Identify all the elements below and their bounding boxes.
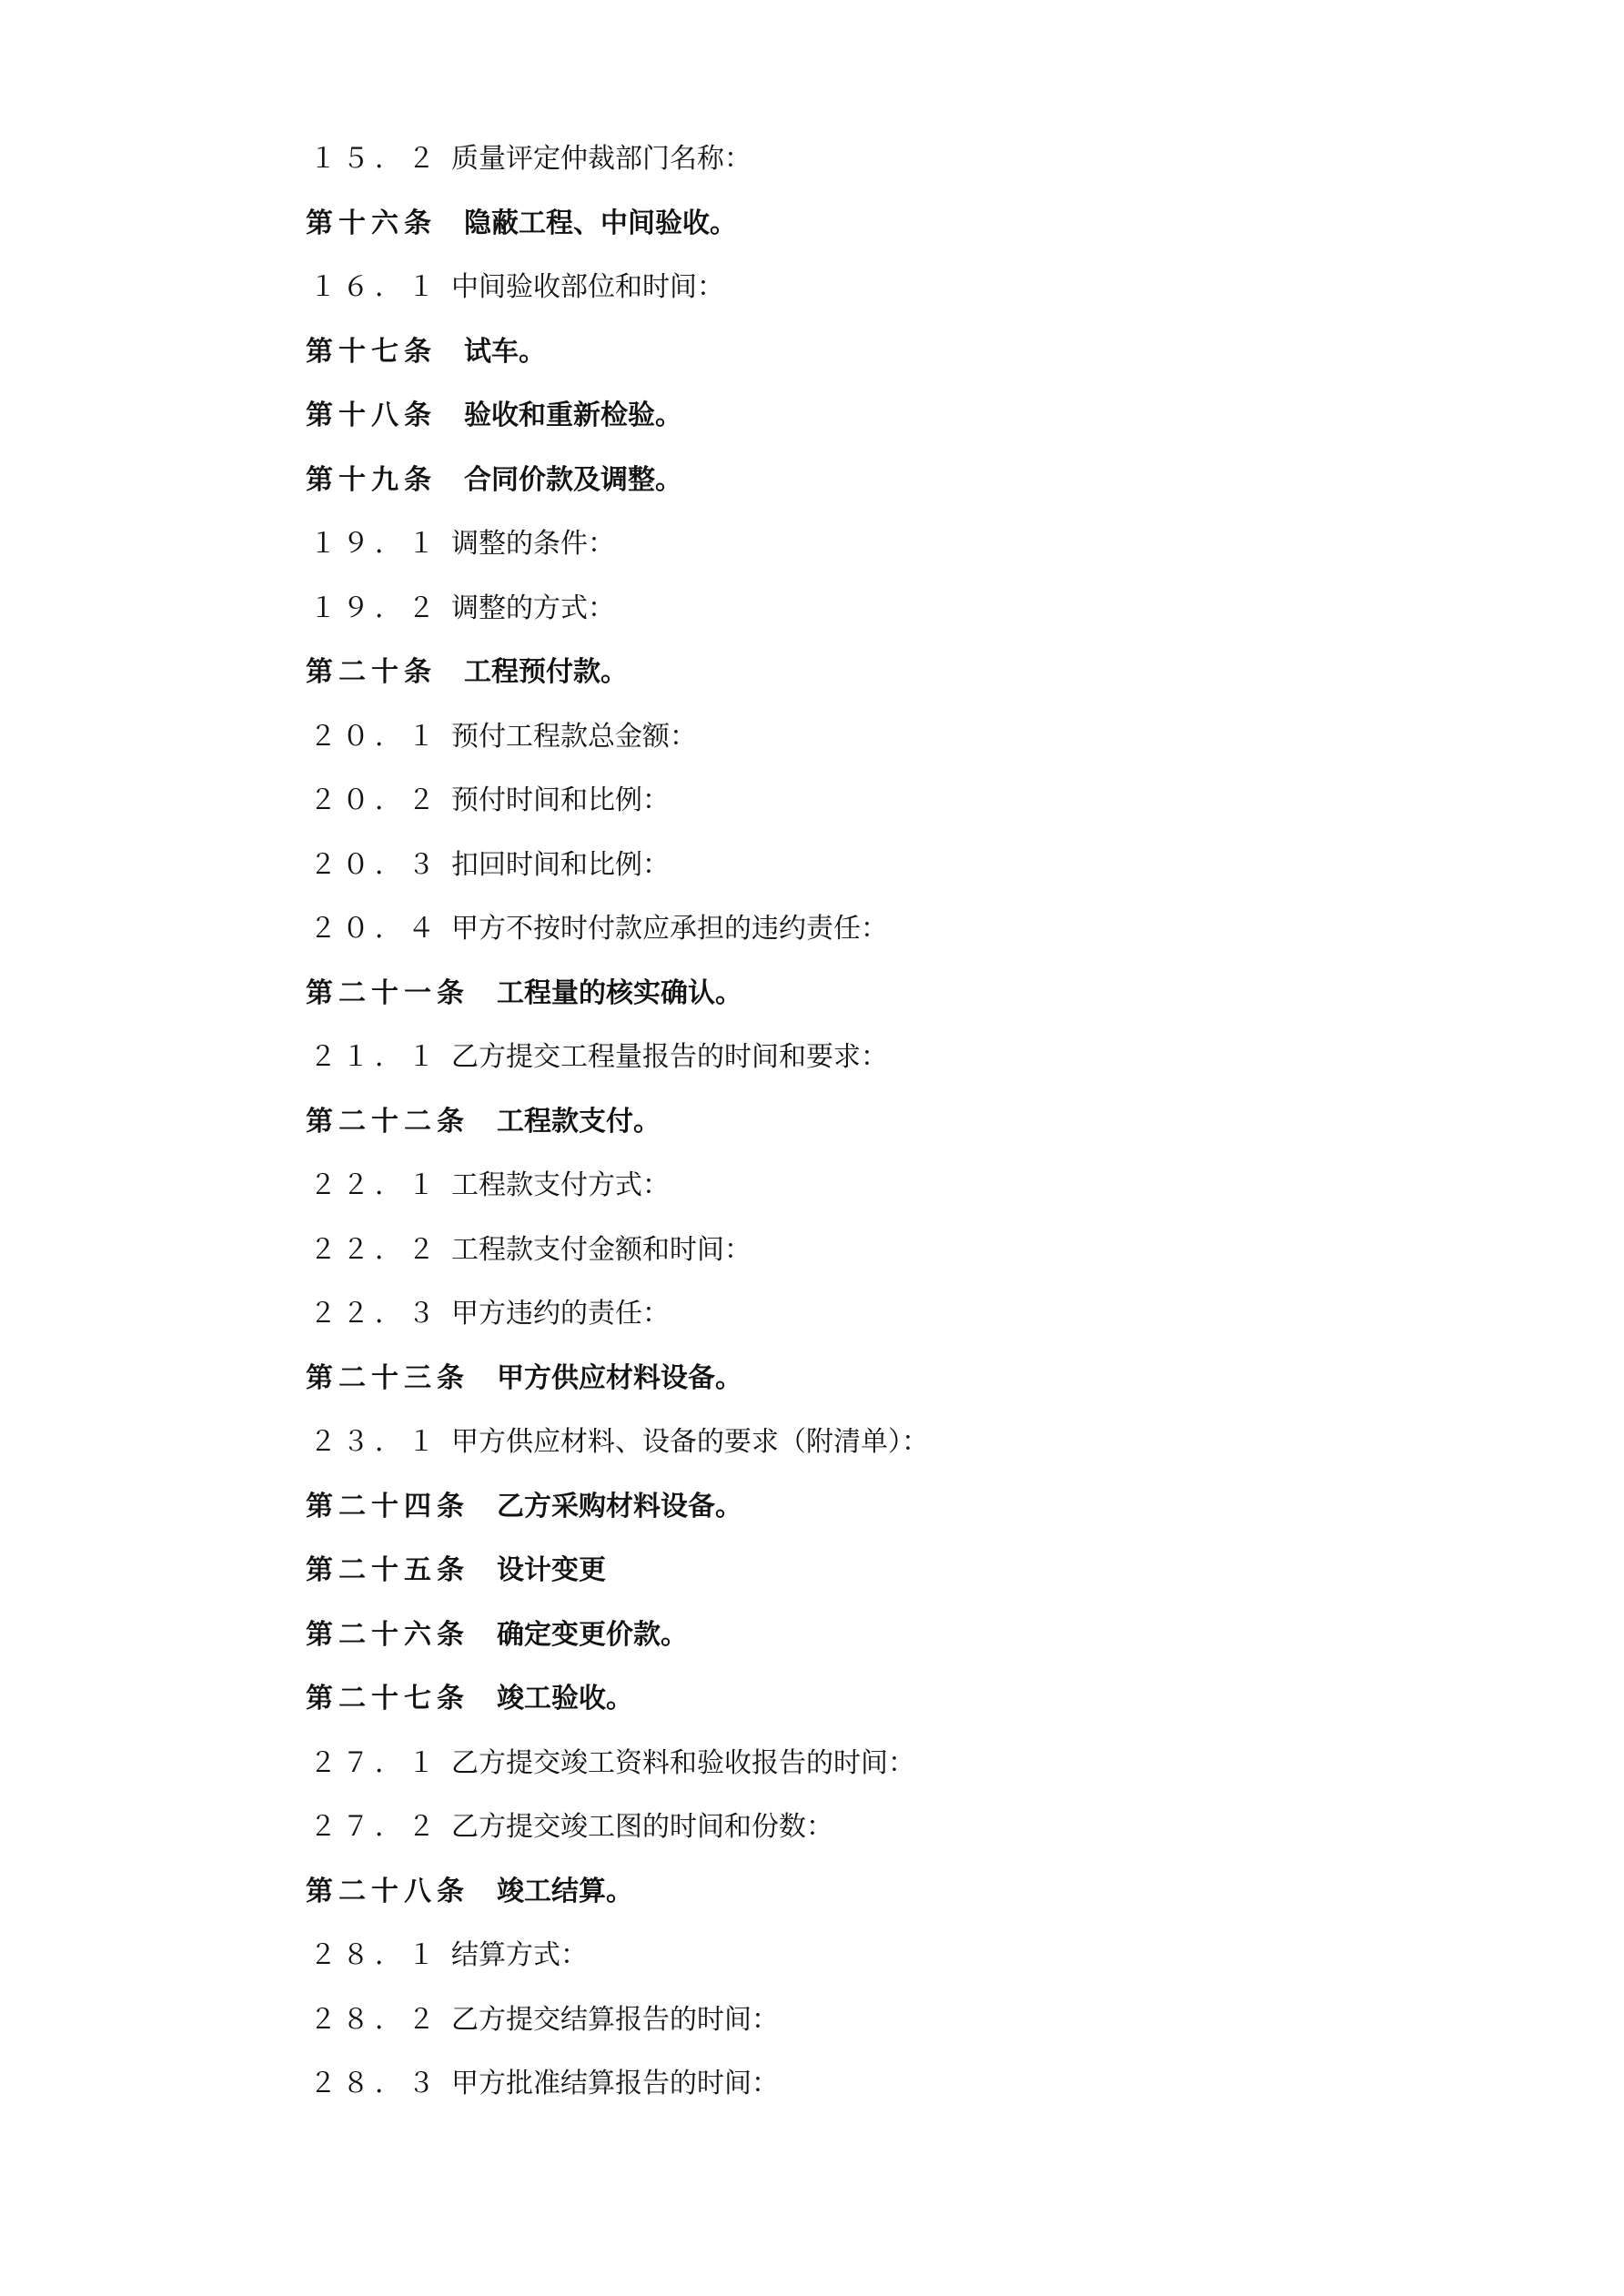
clause-line [306,1931,1488,1996]
clause-line [306,584,1488,649]
clause-text: 乙方提交竣工图的时间和份数： [451,1811,833,1843]
clause-text: 预付时间和比例： [451,784,670,816]
clause-line [306,2059,1488,2124]
clause-text: 乙方提交工程量报告的时间和要求： [451,1041,888,1073]
clause-text: 结算方式： [451,1939,588,1971]
article-title: 合同价款及调整。 [464,463,682,496]
clause-number: １６．１ [309,271,440,303]
clause-number: ２２．１ [309,1169,440,1201]
article-title: 隐蔽工程、中间验收。 [464,207,737,239]
clause-number: １９．２ [309,592,440,624]
clause-number: ２７．２ [309,1811,440,1843]
clause-number: １５．２ [309,143,440,175]
clause-number: ２８．３ [309,2068,440,2099]
article-heading [306,328,1488,392]
clause-line [306,1803,1488,1867]
article-heading [306,1867,1488,1932]
clause-line [306,520,1488,584]
clause-number: ２７．１ [309,1746,440,1779]
clause-number: ２１．１ [309,1041,440,1073]
article-number: 第二十八条 [306,1875,469,1907]
clause-text: 乙方提交竣工资料和验收报告的时间： [451,1746,915,1779]
article-number: 第十七条 [306,335,437,368]
article-title: 竣工验收。 [497,1683,633,1714]
clause-line [306,1418,1488,1482]
clause-text: 预付工程款总金额： [451,720,697,753]
clause-line [306,841,1488,905]
clause-line [306,135,1488,199]
article-heading [306,199,1488,264]
clause-number: ２８．２ [309,2003,440,2036]
article-number: 第二十一条 [306,976,469,1009]
clause-text: 调整的条件： [451,528,615,560]
article-heading [306,1097,1488,1162]
article-number: 第十八条 [306,400,437,431]
clause-number: ２３．１ [309,1426,440,1458]
article-number: 第二十四条 [306,1490,469,1522]
clause-number: ２０．３ [309,848,440,881]
clause-line [306,1996,1488,2060]
clause-text: 质量评定仲裁部门名称： [451,143,751,175]
clause-text: 工程款支付方式： [451,1169,670,1201]
article-heading [306,1611,1488,1675]
article-heading [306,1546,1488,1611]
clause-number: ２２．２ [309,1233,440,1266]
clause-line [306,1739,1488,1804]
clause-line [306,1033,1488,1097]
clause-number: ２０．２ [309,784,440,816]
clause-text: 工程款支付金额和时间： [451,1233,751,1266]
article-heading [306,1354,1488,1419]
clause-text: 中间验收部位和时间： [451,271,724,303]
clause-number: ２０．１ [309,720,440,753]
article-number: 第二十三条 [306,1361,469,1394]
article-title: 试车。 [464,335,546,368]
article-title: 乙方采购材料设备。 [497,1490,742,1522]
clause-line [306,1290,1488,1354]
clause-text: 扣回时间和比例： [451,848,670,881]
clause-line [306,776,1488,841]
article-number: 第二十六条 [306,1618,469,1651]
clause-number: ２０．４ [309,913,440,945]
clause-text: 调整的方式： [451,592,615,624]
article-number: 第十六条 [306,207,437,239]
article-number: 第二十条 [306,656,437,688]
article-heading [306,391,1488,456]
article-heading [306,969,1488,1034]
clause-line [306,263,1488,328]
article-title: 验收和重新检验。 [464,400,682,431]
clause-number: １９．１ [309,528,440,560]
article-title: 甲方供应材料设备。 [497,1361,742,1394]
clause-text: 甲方不按时付款应承担的违约责任： [451,913,888,945]
clause-text: 甲方批准结算报告的时间： [451,2068,779,2099]
article-number: 第二十七条 [306,1683,469,1714]
contract-text-body [306,135,1488,2124]
article-title: 工程量的核实确认。 [497,976,742,1009]
article-title: 确定变更价款。 [497,1618,688,1651]
article-number: 第二十五条 [306,1554,469,1586]
clause-number: ２８．１ [309,1939,440,1971]
clause-number: ２２．３ [309,1298,440,1330]
article-title: 工程款支付。 [497,1105,661,1138]
article-heading [306,1674,1488,1739]
clause-line [306,1226,1488,1290]
clause-line [306,1161,1488,1226]
clause-line [306,905,1488,969]
clause-text: 甲方供应材料、设备的要求（附清单）： [451,1426,929,1458]
article-heading [306,648,1488,713]
clause-text: 甲方违约的责任： [451,1298,670,1330]
article-title: 竣工结算。 [497,1875,633,1907]
article-number: 第二十二条 [306,1105,469,1138]
article-heading [306,1482,1488,1547]
clause-line [306,713,1488,777]
article-number: 第十九条 [306,463,437,496]
article-title: 设计变更 [497,1554,606,1586]
article-heading [306,456,1488,521]
clause-text: 乙方提交结算报告的时间： [451,2003,779,2036]
article-title: 工程预付款。 [464,656,628,688]
